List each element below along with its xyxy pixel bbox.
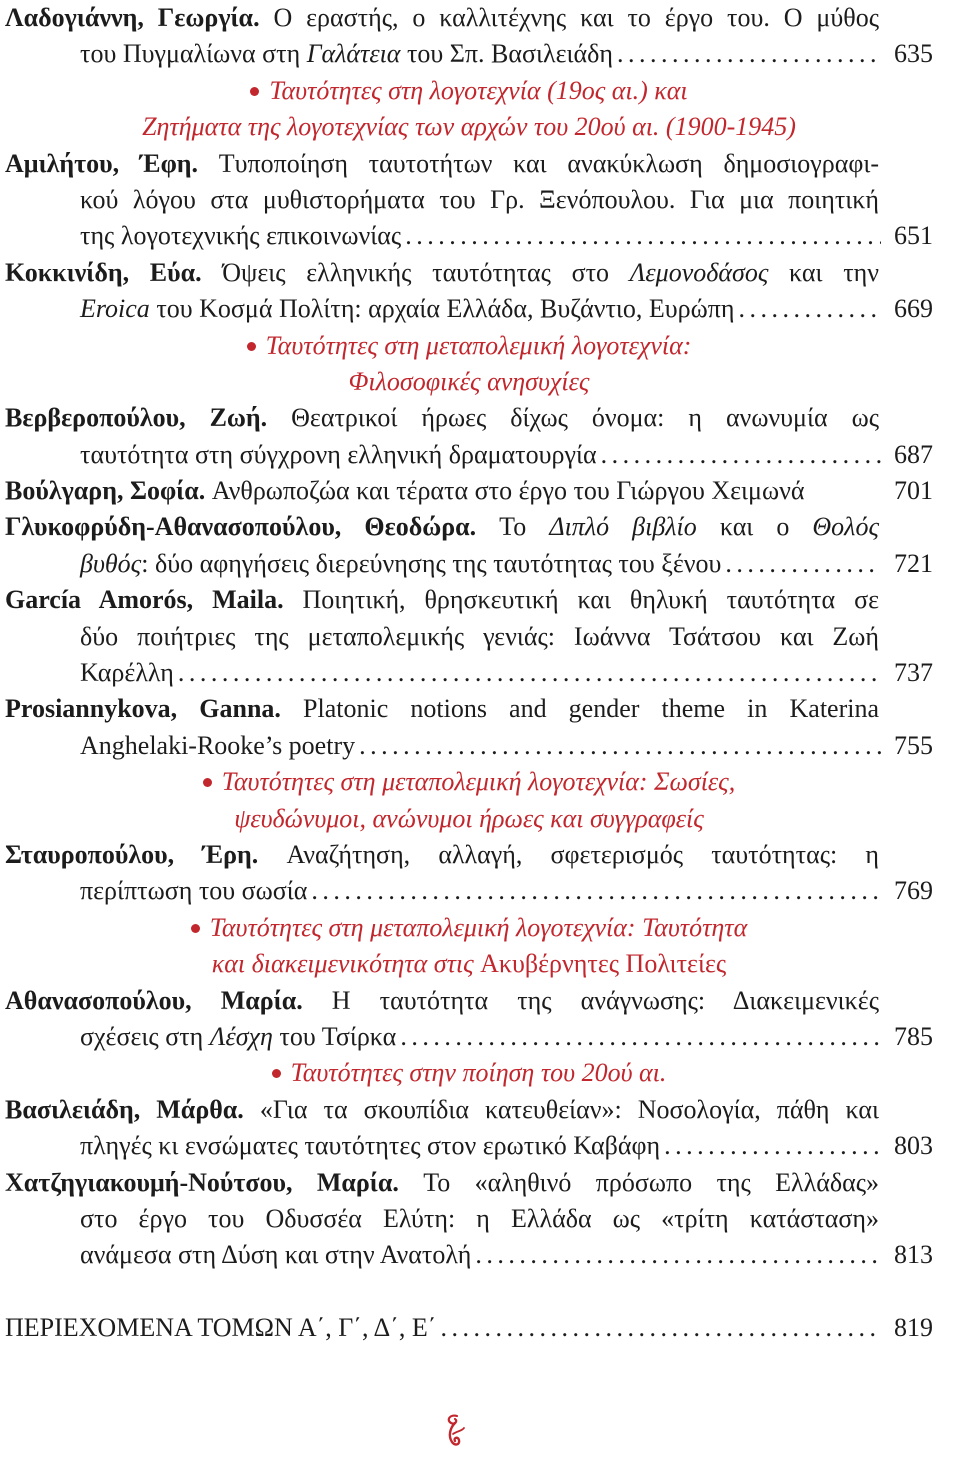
entry-text <box>5 983 879 1019</box>
toc-line <box>5 1310 933 1346</box>
toc-line <box>5 182 933 218</box>
toc-line <box>5 1128 933 1164</box>
toc-line <box>5 801 933 837</box>
title-text: του Πυγμαλίωνα στη <box>80 39 307 69</box>
section-title: Ταυτότητες στη μεταπολεμική λογοτεχνία: Ταυτότητα <box>209 912 748 942</box>
toc-entry[interactable] <box>5 1310 933 1346</box>
title-text: στο έργο του Οδυσσέα Ελύτη: η Ελλάδα ως «τρίτη κατάσταση» <box>80 1203 879 1233</box>
section-heading <box>5 764 933 837</box>
toc-line <box>5 218 933 254</box>
page-number[interactable]: 687 <box>894 439 933 469</box>
author-name: Σταυροπούλου, Έρη. <box>5 839 287 869</box>
title-text: Τυποποίηση ταυτοτήτων και ανακύκλωση δημοσιογραφι- <box>218 148 879 178</box>
toc-line <box>5 1055 933 1091</box>
entry-text <box>80 291 734 327</box>
title-text: : δύο αφηγήσεις διερεύνησης της ταυτότητας του ξένου <box>141 548 722 578</box>
toc-line <box>5 691 933 727</box>
title-text: δύο ποιήτριες της μεταπολεμικής γενιάς: Ιωάννα Τσάτσου και Ζωή <box>80 621 879 651</box>
title-text: Το «αληθινό πρόσωπο της Ελλάδας» <box>423 1167 879 1197</box>
title-text: Ποιητική, θρησκευτική και θηλυκή ταυτότητα σε <box>302 585 880 615</box>
toc-entry[interactable] <box>5 582 933 691</box>
dot-leader <box>664 1128 881 1164</box>
entry-text <box>5 509 879 545</box>
section-title: Ταυτότητες στην ποίηση του 20ού αι. <box>290 1058 667 1088</box>
dot-leader <box>617 36 881 72</box>
dot-leader <box>738 291 881 327</box>
toc-entry[interactable] <box>5 1165 933 1274</box>
title-text: Anghelaki-Rooke’s poetry <box>80 730 356 760</box>
work-title: Λεμονοδάσος <box>629 257 769 287</box>
toc-line <box>5 473 933 509</box>
dot-leader <box>601 437 881 473</box>
section-title: Ταυτότητες στη μεταπολεμική λογοτεχνία: <box>265 330 692 360</box>
toc-line <box>5 837 933 873</box>
page-number[interactable]: 819 <box>894 1312 933 1342</box>
dot-leader <box>400 1019 881 1055</box>
author-name: Λαδογιάννη, Γεωργία. <box>5 3 274 32</box>
toc-line <box>5 728 933 764</box>
toc-line <box>5 509 933 545</box>
table-of-contents <box>5 0 933 1346</box>
toc-entry[interactable] <box>5 691 933 764</box>
entry-text <box>80 873 307 909</box>
toc-line <box>5 619 933 655</box>
title-text: Όψεις ελληνικής ταυτότητας στο <box>222 257 630 287</box>
page-number[interactable]: 813 <box>894 1240 933 1270</box>
work-title: Eroica <box>80 294 150 324</box>
toc-line <box>5 400 933 436</box>
title-text: κού λόγου στα μυθιστορήματα του Γρ. Ξενόπουλου. Για μια ποιητική <box>80 184 879 214</box>
author-name: Γλυκοφρύδη-Αθανασοπούλου, Θεοδώρα. <box>5 512 500 542</box>
title-text: πληγές κι ενσώματες ταυτότητες στον ερωτικό Καβάφη <box>80 1131 661 1161</box>
title-text: Αναζήτηση, αλλαγή, σφετερισμός ταυτότητας: η <box>286 839 879 869</box>
title-text: Το <box>499 512 550 542</box>
title-text: ταυτότητα στη σύγχρονη ελληνική δραματουργία <box>80 439 597 469</box>
toc-entry[interactable] <box>5 837 933 910</box>
title-text: του Σπ. Βασιλειάδη <box>400 39 614 69</box>
toc-entry[interactable] <box>5 0 933 73</box>
section-title: Ταυτότητες στη λογοτεχνία (19ος αι.) και <box>269 75 688 105</box>
page-number[interactable]: 651 <box>894 221 933 251</box>
entry-text <box>5 1165 879 1201</box>
work-title: Διπλό βιβλίο <box>549 512 697 542</box>
title-text: Ανθρωποζώα και τέρατα στο έργο του Γιώργου Χειμωνά <box>211 476 805 506</box>
entry-text <box>80 1019 396 1055</box>
work-title: βυθός <box>80 548 142 578</box>
author-name: Βερβεροπούλου, Ζωή. <box>5 403 292 433</box>
author-name: García Amorós, Maila. <box>5 585 303 615</box>
entry-text <box>5 1310 436 1346</box>
entry-text <box>80 728 355 764</box>
entry-text <box>5 582 879 618</box>
toc-entry[interactable] <box>5 1092 933 1165</box>
toc-line <box>5 437 933 473</box>
toc-line <box>5 873 933 909</box>
title-text: σχέσεις στη <box>80 1021 210 1051</box>
entry-text <box>5 691 879 727</box>
entry-text <box>5 1092 879 1128</box>
toc-line <box>5 1092 933 1128</box>
dot-leader <box>311 873 881 909</box>
dot-leader <box>725 546 881 582</box>
entry-text <box>80 437 597 473</box>
author-name: Prosiannykova, Ganna. <box>5 694 304 724</box>
section-heading <box>5 910 933 983</box>
toc-line <box>5 364 933 400</box>
dot-leader <box>405 218 881 254</box>
work-title: Λέσχη <box>209 1021 273 1051</box>
entry-text <box>5 400 879 436</box>
bullet-icon <box>247 342 256 351</box>
section-heading <box>5 73 933 146</box>
title-text: του Κοσμά Πολίτη: αρχαία Ελλάδα, Βυζάντιο, Ευρώπη <box>149 294 735 324</box>
page-number[interactable]: 669 <box>894 294 933 324</box>
toc-entry[interactable] <box>5 509 933 582</box>
entry-text <box>80 619 879 655</box>
author-name: Κοκκινίδη, Εύα. <box>5 257 223 287</box>
work-title: Θολός <box>812 512 879 542</box>
title-text: «Για τα σκουπίδια κατευθείαν»: Νοσολογία, πάθη και <box>259 1094 879 1124</box>
dot-leader <box>440 1310 881 1346</box>
page-number[interactable]: 721 <box>894 548 933 578</box>
author-name: Βασιλειάδη, Μάρθα. <box>5 1094 260 1124</box>
toc-line <box>5 73 933 109</box>
toc-line <box>5 328 933 364</box>
page-number[interactable]: 755 <box>894 730 933 760</box>
title-text: και ο <box>696 512 813 542</box>
toc-line <box>5 1237 933 1273</box>
toc-line <box>5 1165 933 1201</box>
work-title: Γαλάτεια <box>306 39 401 69</box>
author-name: Αθανασοπούλου, Μαρία. <box>5 985 332 1015</box>
page-number[interactable]: 635 <box>894 39 933 69</box>
bullet-icon <box>272 1069 281 1078</box>
toc-line <box>5 1019 933 1055</box>
dot-leader <box>178 655 881 691</box>
page-number[interactable]: 701 <box>894 476 933 506</box>
entry-text <box>80 655 174 691</box>
title-text: Καρέλλη <box>80 658 174 688</box>
title-text: του Τσίρκα <box>272 1021 397 1051</box>
entry-text <box>5 255 879 291</box>
section-title: Ταυτότητες στη μεταπολεμική λογοτεχνία: Σωσίες, <box>221 767 736 797</box>
entry-text <box>80 218 401 254</box>
toc-line <box>5 109 933 145</box>
entry-text <box>5 473 804 509</box>
toc-entry[interactable] <box>5 146 933 255</box>
toc-entry[interactable] <box>5 983 933 1056</box>
toc-line <box>5 146 933 182</box>
section-title: Ζητήματα της λογοτεχνίας των αρχών του 20ού αι. (1900-1945) <box>142 112 796 142</box>
section-title: ψευδώνυμοι, ανώνυμοι ήρωες και συγγραφείς <box>234 803 704 833</box>
toc-entry[interactable] <box>5 473 933 509</box>
toc-line <box>5 291 933 327</box>
toc-line <box>5 36 933 72</box>
dot-leader <box>359 728 881 764</box>
entry-text <box>80 182 879 218</box>
toc-entry[interactable] <box>5 255 933 328</box>
toc-line <box>5 0 933 36</box>
section-heading <box>5 1055 933 1091</box>
entry-text <box>80 36 613 72</box>
dot-leader <box>475 1237 881 1273</box>
entry-text <box>80 546 721 582</box>
title-text: και την <box>768 257 879 287</box>
title-text: περίπτωση του σωσία <box>80 876 308 906</box>
title-text: Platonic notions and gender theme in Katerina <box>303 694 879 724</box>
title-text: της λογοτεχνικής επικοινωνίας <box>80 221 402 251</box>
entry-text <box>80 1201 879 1237</box>
entry-text <box>5 837 879 873</box>
section-title: Φιλοσοφικές ανησυχίες <box>348 366 590 396</box>
floral-ornament-icon <box>440 1412 470 1452</box>
page-number[interactable]: 785 <box>894 1021 933 1051</box>
entry-text <box>5 0 879 36</box>
bullet-icon <box>203 778 212 787</box>
toc-line <box>5 764 933 800</box>
page-number[interactable]: 737 <box>894 658 933 688</box>
toc-entry[interactable] <box>5 400 933 473</box>
section-heading <box>5 328 933 401</box>
bullet-icon <box>250 87 259 96</box>
section-gap <box>5 1274 933 1310</box>
page-number[interactable]: 769 <box>894 876 933 906</box>
entry-text <box>5 146 879 182</box>
toc-line <box>5 582 933 618</box>
toc-line <box>5 655 933 691</box>
toc-line <box>5 946 933 982</box>
author-name: Χατζηγιακουμή-Νούτσου, Μαρία. <box>5 1167 424 1197</box>
toc-line <box>5 910 933 946</box>
toc-line <box>5 546 933 582</box>
bullet-icon <box>191 924 200 933</box>
title-text: ΠΕΡΙΕΧΟΜΕΝΑ ΤΟΜΩΝ Α΄, Γ΄, Δ΄, Ε΄ <box>5 1312 437 1342</box>
title-text: Θεατρικοί ήρωες δίχως όνομα: η ανωνυμία ως <box>291 403 879 433</box>
author-name: Αμιλήτου, Έφη. <box>5 148 219 178</box>
title-text: ανάμεσα στη Δύση και στην Ανατολή <box>80 1240 472 1270</box>
author-name: Βούλγαρη, Σοφία. <box>5 476 212 506</box>
toc-line <box>5 255 933 291</box>
title-text: Ο εραστής, ο καλλιτέχνης και το έργο του. Ο μύθος <box>273 3 879 32</box>
page-number[interactable]: 803 <box>894 1131 933 1161</box>
title-text: Η ταυτότητα της ανάγνωσης: Διακειμενικές <box>331 985 879 1015</box>
entry-text <box>80 1128 660 1164</box>
toc-line <box>5 983 933 1019</box>
entry-text <box>80 1237 471 1273</box>
section-title: και διακειμενικότητα στις Ακυβέρνητες Πολιτείες <box>211 949 727 979</box>
toc-line <box>5 1201 933 1237</box>
